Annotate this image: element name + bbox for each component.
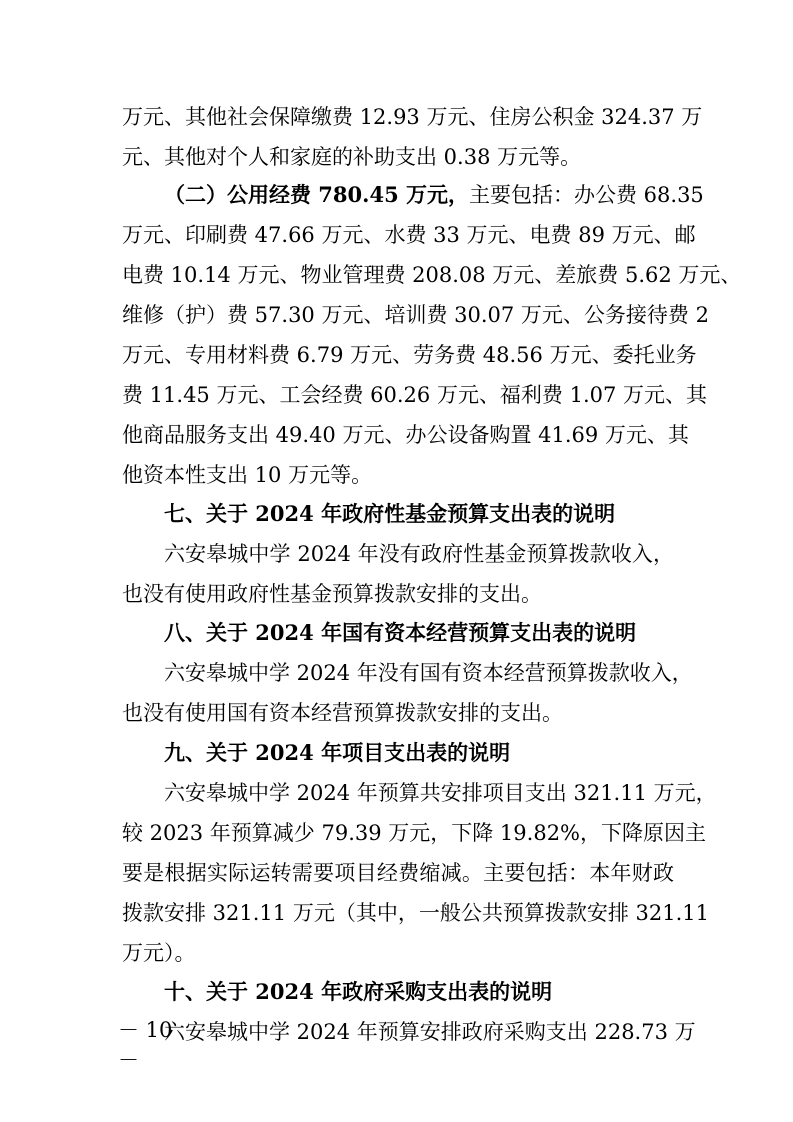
paragraph-line: 六安皋城中学 2024 年预算安排政府采购支出 228.73 万 (164, 1020, 696, 1044)
paragraph-line (122, 175, 704, 215)
paragraph-line: 较 2023 年预算减少 79.39 万元，下降 19.82%，下降原因主 (122, 821, 707, 845)
paragraph-line: 万元）。 (122, 941, 196, 965)
section-heading-10: 十、关于 2024 年政府采购支出表的说明 (164, 979, 553, 1004)
paragraph-line: 维修（护）费 57.30 万元、培训费 30.07 万元、公务接待费 2 (122, 303, 709, 327)
paragraph-text: 主要包括：办公费 68.35 (469, 183, 704, 207)
paragraph-line: 六安皋城中学 2024 年没有政府性基金预算拨款收入， (164, 542, 674, 566)
paragraph-line: 要是根据实际运转需要项目经费缩减。主要包括：本年财政 (122, 861, 674, 885)
paragraph-line: 他资本性支出 10 万元等。 (122, 463, 373, 487)
paragraph-line: 他商品服务支出 49.40 万元、办公设备购置 41.69 万元、其 (122, 423, 689, 447)
paragraph-line: 拨款安排 321.11 万元（其中，一般公共预算拨款安排 321.11 (122, 901, 709, 925)
section-subheading: （二）公用经费 780.45 万元， (164, 182, 469, 207)
paragraph-line: 也没有使用政府性基金预算拨款安排的支出。 (122, 582, 542, 606)
section-heading-8: 八、关于 2024 年国有资本经营预算支出表的说明 (164, 620, 637, 645)
paragraph-line: 万元、印刷费 47.66 万元、水费 33 万元、电费 89 万元、邮 (122, 223, 696, 247)
section-heading-9: 九、关于 2024 年项目支出表的说明 (164, 740, 511, 765)
paragraph-line: 万元、其他社会保障缴费 12.93 万元、住房公积金 324.37 万 (122, 105, 703, 129)
paragraph-line: 费 11.45 万元、工会经费 60.26 万元、福利费 1.07 万元、其 (122, 383, 708, 407)
paragraph-line: 也没有使用国有资本经营预算拨款安排的支出。 (122, 701, 563, 725)
paragraph-line: 电费 10.14 万元、物业管理费 208.08 万元、差旅费 5.62 万元、 (122, 263, 742, 287)
section-heading-7: 七、关于 2024 年政府性基金预算支出表的说明 (164, 501, 616, 526)
paragraph-line: 万元、专用材料费 6.79 万元、劳务费 48.56 万元、委托业务 (122, 343, 697, 367)
page-number: － 10 － (118, 1018, 173, 1072)
paragraph-line: 六安皋城中学 2024 年没有国有资本经营预算拨款收入， (164, 661, 693, 685)
paragraph-line: 六安皋城中学 2024 年预算共安排项目支出 321.11 万元， (164, 781, 717, 805)
paragraph-line: 元、其他对个人和家庭的补助支出 0.38 万元等。 (122, 145, 582, 169)
